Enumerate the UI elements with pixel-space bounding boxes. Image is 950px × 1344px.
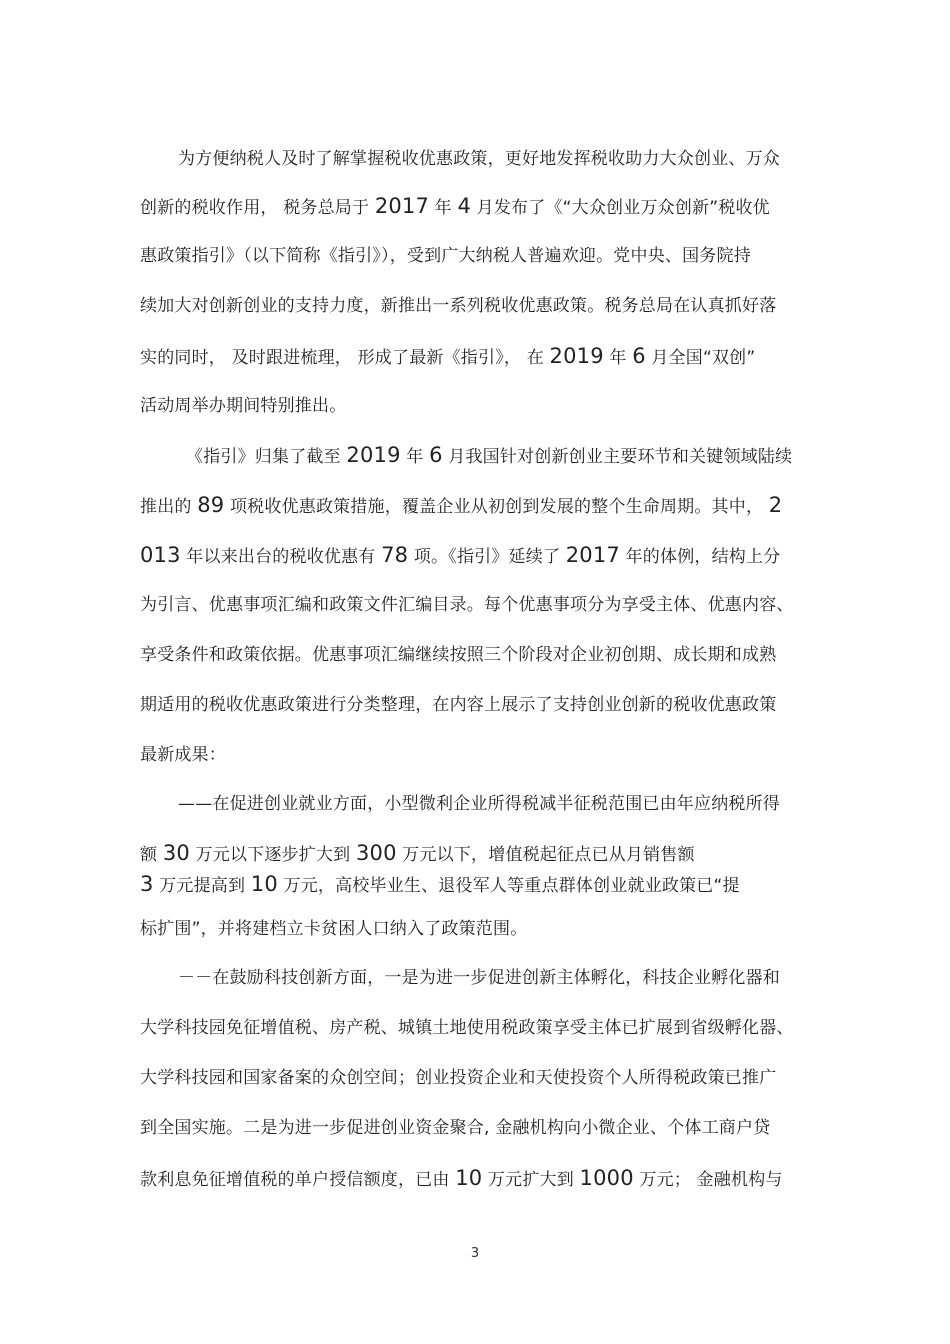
text-line: 期适用的税收优惠政策进行分类整理，在内容上展示了支持创业创新的税收优惠政策 xyxy=(140,695,777,715)
text-line: 大学科技园免征增值税、房产税、城镇土地使用税政策享受主体已扩展到省级孵化器、 xyxy=(140,1018,794,1038)
text-line: 到全国实施。二是为进一步促进创业资金聚合, 金融机构向小微企业、个体工商户贷 xyxy=(140,1118,771,1138)
text-line: 最新成果： xyxy=(140,745,226,765)
text-line: 实的同时， 及时跟进梳理， 形成了最新《指引》， 在 2019 年 6 月全国“双创” xyxy=(140,344,756,368)
text-line: 为引言、优惠事项汇编和政策文件汇编目录。每个优惠事项分为享受主体、优惠内容、 xyxy=(140,595,794,615)
text-line: 标扩围”，并将建档立卡贫困人口纳入了政策范围。 xyxy=(140,919,528,939)
text-line: －－在鼓励科技创新方面，一是为进一步促进创新主体孵化，科技企业孵化器和 xyxy=(178,968,780,988)
page-number: 3 xyxy=(470,1246,480,1261)
text-line: 3 万元提高到 10 万元，高校毕业生、退役军人等重点群体创业就业政策已“提 xyxy=(140,872,740,896)
text-line: 额 30 万元以下逐步扩大到 300 万元以下，增值税起征点已从月销售额 xyxy=(140,841,695,865)
text-line: 活动周举办期间特别推出。 xyxy=(140,396,347,416)
text-line: 《指引》归集了截至 2019 年 6 月我国针对创新创业主要环节和关键领域陆续 xyxy=(186,443,793,467)
text-line: 大学科技园和国家备案的众创空间；创业投资企业和天使投资个人所得税政策已推广 xyxy=(140,1068,777,1088)
text-line: 创新的税收作用， 税务总局于 2017 年 4 月发布了《“大众创业万众创新”税收优 xyxy=(140,194,770,218)
text-line: 013 年以来出台的税收优惠有 78 项。《指引》延续了 2017 年的体例，结构上分 xyxy=(140,543,781,567)
text-line: 为方便纳税人及时了解掌握税收优惠政策，更好地发挥税收助力大众创业、万众 xyxy=(178,149,780,169)
text-line: 推出的 89 项税收优惠政策措施，覆盖企业从初创到发展的整个生命周期。其中， 2 xyxy=(140,493,783,517)
text-line: ——在促进创业就业方面，小型微利企业所得税减半征税范围已由年应纳税所得 xyxy=(178,794,780,814)
text-line: 享受条件和政策依据。优惠事项汇编继续按照三个阶段对企业初创期、成长期和成熟 xyxy=(140,645,777,665)
text-line: 款利息免征增值税的单户授信额度，已由 10 万元扩大到 1000 万元； 金融机构与 xyxy=(140,1166,783,1190)
text-line: 惠政策指引》（以下简称《指引》），受到广大纳税人普遍欢迎。党中央、国务院持 xyxy=(140,246,751,266)
text-line: 续加大对创新创业的支持力度，新推出一系列税收优惠政策。税务总局在认真抓好落 xyxy=(140,296,777,316)
